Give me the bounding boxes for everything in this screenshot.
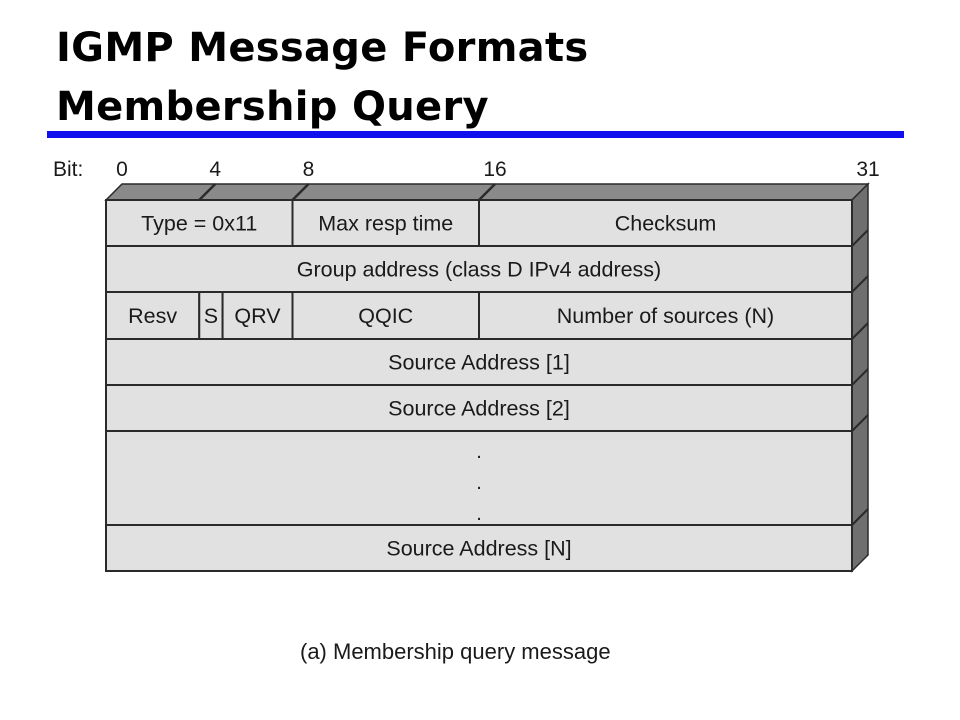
packet-row	[106, 525, 852, 571]
bit-ruler-mark: 8	[302, 158, 315, 181]
packet-row	[106, 385, 852, 431]
field-label: Source Address [2]	[388, 396, 570, 421]
field-label: Group address (class D IPv4 address)	[296, 257, 662, 282]
field-label: Max resp time	[318, 211, 454, 236]
diagram-caption: (a) Membership query message	[300, 639, 611, 664]
field-label: Number of sources (N)	[556, 304, 775, 328]
field-label: QRV	[234, 304, 281, 328]
field-label: Resv	[128, 304, 178, 328]
field-label: Source Address [1]	[388, 350, 570, 375]
bit-ruler-label: Bit:	[53, 158, 84, 181]
ellipsis-dot: .	[476, 472, 482, 494]
bit-ruler-mark: 31	[856, 158, 880, 181]
field-label: Source Address [N]	[386, 536, 572, 561]
slide-title: IGMP Message Formats	[56, 25, 589, 71]
packet-row	[106, 292, 852, 339]
bit-ruler-mark: 16	[483, 158, 507, 181]
bit-ruler-mark: 0	[116, 158, 128, 181]
packet-row	[106, 431, 852, 525]
packet-row	[106, 339, 852, 385]
packet-row	[106, 200, 852, 246]
field-label: Type = 0x11	[141, 211, 258, 236]
slide-subtitle: Membership Query	[56, 84, 489, 130]
bit-ruler-mark: 4	[209, 158, 222, 181]
field-label: QQIC	[358, 304, 414, 328]
packet-row	[106, 246, 852, 292]
ellipsis-dot: .	[476, 441, 482, 463]
ellipsis-dot: .	[476, 503, 482, 525]
field-label: Checksum	[614, 211, 717, 236]
field-label: S	[203, 304, 219, 328]
